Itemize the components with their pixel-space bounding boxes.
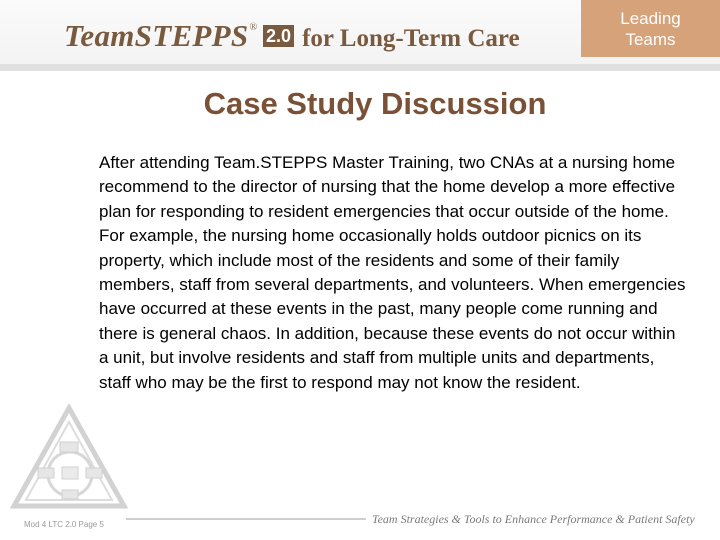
logo-team-text: TeamSTEPPS bbox=[64, 18, 249, 53]
footer-page-info: Mod 4 LTC 2.0 Page 5 bbox=[24, 520, 104, 529]
header-divider bbox=[0, 64, 720, 71]
slide-header bbox=[0, 0, 720, 64]
module-badge-line2: Teams bbox=[625, 30, 676, 49]
teamstepps-triangle-logo-icon bbox=[10, 404, 128, 510]
logo-version-badge: 2.0 bbox=[263, 25, 294, 47]
module-badge-line1: Leading bbox=[620, 9, 681, 28]
logo-registered-mark: ® bbox=[249, 22, 258, 33]
footer-divider bbox=[126, 518, 366, 520]
logo-subtitle: for Long-Term Care bbox=[302, 25, 520, 52]
slide-title: Case Study Discussion bbox=[203, 86, 547, 121]
case-study-text: After attending Team.STEPPS Master Training, two CNAs at a nursing home recommend to the director of nursing that the home develop a more effective plan for responding to resident emergencies that occur outside of the home. For example, the nursing home occasionally holds outdoor picnics on its property, which include most of the residents and some of their family members, staff from several departments, and volunteers. When emergencies have occurred at these events in the past, many people come running and there is general chaos. In addition, because these events do not occur within a unit, but involve residents and staff from multiple units and departments, staff who may be the first to respond may not know the resident. bbox=[99, 153, 686, 392]
module-badge bbox=[581, 0, 720, 57]
teamstepps-logo bbox=[64, 18, 520, 58]
footer-tagline: Team Strategies & Tools to Enhance Performance & Patient Safety bbox=[372, 512, 695, 526]
